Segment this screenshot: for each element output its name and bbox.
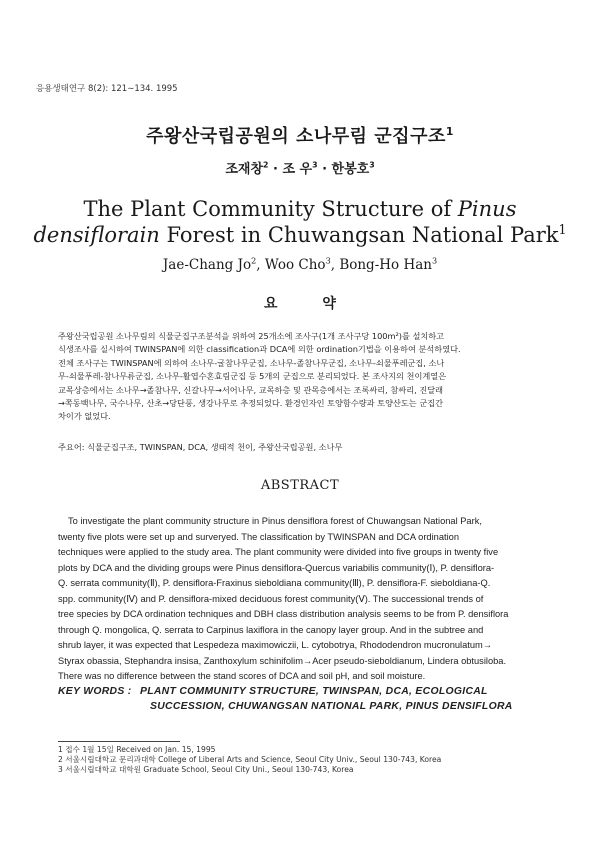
korean-abstract-heading: 요 약 (264, 296, 356, 312)
korean-abstract-line: 차이가 없었다. (58, 411, 111, 422)
korean-author-name: 조 우 (282, 162, 313, 177)
english-abstract (58, 514, 578, 685)
english-author-separator: , (256, 257, 265, 273)
keywords-line: PLANT COMMUNITY STRUCTURE, TWINSPAN, DCA, ECOLOGICAL (140, 686, 488, 697)
english-abstract-line: twenty five plots were set up and surveryed. The classification by TWINSPAN and DCA ordination (58, 531, 459, 542)
keywords-line: SUCCESSION, CHUWANGSAN NATIONAL PARK, PINUS DENSIFLORA (150, 701, 513, 712)
english-author-separator: , (330, 257, 340, 273)
english-title-genus: Pinus (457, 197, 517, 221)
english-abstract-line: spp. community(Ⅳ) and P. densiflora-mixed deciduous forest community(Ⅴ). The successional trends of (58, 593, 484, 604)
korean-abstract-line: 교목상층에서는 소나무→졸참나무, 신갈나무→서어나무, 교목하층 및 관목층에서는 조록싸리, 참싸리, 진달래 (58, 384, 444, 395)
korean-abstract-line: 전체 조사구는 TWINSPAN에 의하여 소나무-굴참나무군집, 소나무-졸참나무군집, 소나무-쇠물푸레군집, 소나 (58, 357, 445, 368)
keywords-label: KEY WORDS : (58, 686, 132, 697)
korean-abstract-line: →쪽동백나무, 국수나무, 산초→당단풍, 생강나무로 추정되었다. 환경인자인 토양함수량과 토양산도는 군집간 (58, 398, 444, 409)
footnote: 3 서울시립대학교 대학원 Graduate School, Seoul City Uni., Seoul 130-743, Korea (58, 765, 354, 774)
english-author-affiliation-mark: 2 (251, 255, 257, 266)
english-abstract-line: through Q. mongolica, Q. serrata to Carpinus laxiflora in the canopy layer group. And in the subtree and (58, 624, 484, 635)
english-abstract-line: shrub layer, it was expected that Lespedeza maximowiczii, L. cytobotrya, Rhododendron mucronulatum→ (58, 640, 493, 650)
korean-author-separator: · (317, 162, 332, 177)
english-title-text: Forest in Chuwangsan National Park (159, 223, 559, 247)
korean-authors (0, 158, 600, 177)
english-author-name: Woo Cho (264, 257, 326, 273)
footnote: 1 접수 1월 15일 Received on Jan. 15, 1995 (58, 745, 216, 754)
english-title-line-1 (0, 196, 600, 222)
english-title-text: The Plant Community Structure of (83, 197, 458, 221)
english-abstract-line: tree species by DCA ordination techniques and DBH class distribution analysis seems to be from P. densiflora (58, 609, 509, 619)
korean-author-name: 한봉호 (331, 162, 370, 177)
english-author-affiliation-mark: 3 (431, 255, 438, 266)
korean-abstract-line: 주왕산국립공원 소나무림의 식물군집구조분석을 위하여 25개소에 조사구(1개 조사구당 100m²)를 설치하고 (58, 331, 445, 341)
korean-title-text: 주왕산국립공원의 소나무림 군집구조 (146, 126, 446, 147)
english-title-footnote-mark: 1 (558, 222, 567, 237)
english-title-line-2 (0, 222, 600, 248)
english-title (0, 196, 600, 248)
english-abstract-line: techniques were applied to the study area. The plant community were divided into five groups in twenty five (58, 547, 499, 557)
english-title-species: densiflorain (33, 223, 160, 247)
korean-abstract-line: 무-쇠물푸레-참나무류군집, 소나무-활엽수혼효림군집 등 5개의 군집으로 분리되었다. 본 조사지의 천이계열은 (58, 371, 447, 382)
footnotes (58, 745, 441, 775)
english-abstract-line: There was no difference between the stand scores of DCA and soil pH, and soil moisture. (58, 671, 426, 681)
abstract-heading: ABSTRACT (260, 478, 340, 493)
english-abstract-line: plots by DCA and the dividing groups were Pinus densiflora-Quercus variabilis community(Ⅰ), P. densiflora- (58, 562, 495, 573)
korean-author-affiliation-mark: 3 (369, 160, 375, 170)
footnote-divider (58, 741, 180, 742)
english-author-name: Bong-Ho Han (339, 257, 432, 273)
keywords-list (140, 684, 513, 714)
english-abstract-line: Styrax obassia, Stephandra insisa, Zanthoxylum schinifolim→Acer pseudo-sieboldianum, Lindera obtusiloba. (58, 655, 507, 666)
korean-abstract-line: 식생조사를 실시하여 TWINSPAN에 의한 classification과 DCA에 의한 ordination기법을 이용하여 분석하였다. (58, 344, 461, 355)
english-author-name: Jae-Chang Jo (162, 257, 252, 273)
korean-author-name: 조재창 (225, 162, 264, 177)
korean-abstract (58, 330, 573, 424)
korean-author-affiliation-mark: 3 (312, 160, 318, 170)
footnote: 2 서울시립대학교 문리과대학 College of Liberal Arts and Science, Seoul City Univ., Seoul 130-743, Korea (58, 755, 442, 764)
korean-title (0, 122, 600, 148)
korean-keywords: 주요어: 식물군집구조, TWINSPAN, DCA, 생태적 천이, 주왕산국립공원, 소나무 (58, 442, 343, 452)
english-authors (0, 257, 600, 273)
journal-citation: 응용생태연구 8(2): 121∼134. 1995 (36, 84, 178, 94)
korean-author-affiliation-mark: 2 (263, 160, 269, 170)
english-abstract-line: To investigate the plant community structure in Pinus densiflora forest of Chuwangsan National Park, (68, 516, 482, 526)
korean-author-separator: · (268, 162, 283, 177)
english-author-affiliation-mark: 3 (325, 255, 331, 266)
english-abstract-line: Q. serrata community(Ⅱ), P. densiflora-Fraxinus sieboldiana community(Ⅲ), P. densiflora-F. sieboldiana-Q. (58, 578, 491, 588)
korean-title-footnote-mark: 1 (445, 125, 454, 138)
